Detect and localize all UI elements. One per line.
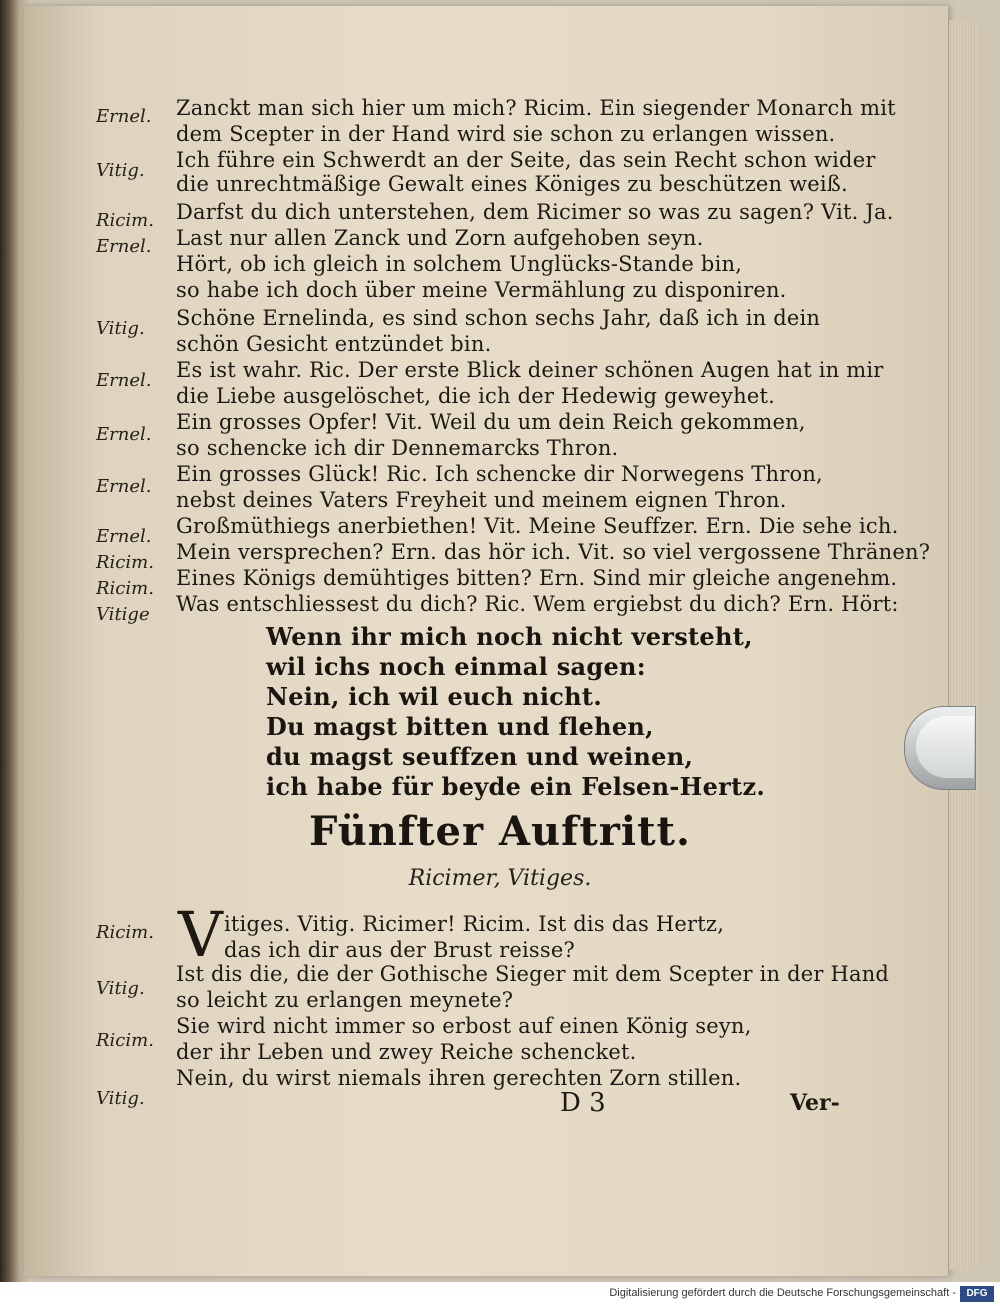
speaker-label: Vitig. [96, 978, 145, 999]
dialogue-line: der ihr Leben und zwey Reiche schencket. [176, 1040, 637, 1064]
speaker-label: Ernel. [96, 476, 152, 497]
dialogue-line: schön Gesicht entzündet bin. [176, 332, 492, 356]
song-line: ich habe für beyde ein Felsen-Hertz. [266, 772, 766, 801]
dialogue-line: Nein, du wirst niemals ihren gerechten Zorn stillen. [176, 1066, 742, 1090]
dialogue-line: Last nur allen Zanck und Zorn aufgehoben seyn. [176, 226, 704, 250]
dialogue-line: Ist dis die, die der Gothische Sieger mit dem Scepter in der Hand [176, 962, 890, 986]
footer-bar [0, 1282, 1000, 1306]
speaker-label: Ricim. [96, 578, 154, 599]
dialogue-line: itiges. Vitig. Ricimer! Ricim. Ist dis das Hertz, [224, 912, 725, 936]
dialogue-line: Ein grosses Glück! Ric. Ich schencke dir Norwegens Thron, [176, 462, 823, 486]
dialogue-line: Sie wird nicht immer so erbost auf einen König seyn, [176, 1014, 752, 1038]
funding-notice: Digitalisierung gefördert durch die Deutsche Forschungsgemeinschaft - [609, 1287, 956, 1299]
dfg-logo: DFG [960, 1286, 994, 1302]
song-line: du magst seuffzen und weinen, [266, 742, 694, 771]
dialogue-line: die Liebe ausgelöschet, die ich der Hedewig geweyhet. [176, 384, 775, 408]
speaker-label: Ernel. [96, 106, 152, 127]
catchword: Ver- [790, 1090, 840, 1116]
song-line: wil ichs noch einmal sagen: [266, 652, 646, 681]
speaker-label: Vitige [96, 604, 150, 625]
dialogue-line: Eines Königs demühtiges bitten? Ern. Sind mir gleiche angenehm. [176, 566, 898, 590]
dialogue-line: so habe ich doch über meine Vermählung zu disponiren. [176, 278, 787, 302]
dialogue-line: Großmüthiegs anerbiethen! Vit. Meine Seuffzer. Ern. Die sehe ich. [176, 514, 899, 538]
dialogue-line: Was entschliessest du dich? Ric. Wem ergiebst du dich? Ern. Hört: [176, 592, 899, 616]
signature-mark: D 3 [560, 1088, 606, 1118]
dialogue-line: so leicht zu erlangen meynete? [176, 988, 514, 1012]
song-line: Nein, ich wil euch nicht. [266, 682, 602, 711]
dialogue-line: Zanckt man sich hier um mich? Ricim. Ein siegender Monarch mit [176, 96, 896, 120]
speaker-label: Ernel. [96, 526, 152, 547]
dialogue-line: so schencke ich dir Dennemarcks Thron. [176, 436, 619, 460]
dialogue-line: Hört, ob ich gleich in solchem Unglücks-Stande bin, [176, 252, 743, 276]
page-clip-highlight [916, 716, 974, 778]
speaker-label: Ricim. [96, 210, 154, 231]
dialogue-line: die unrechtmäßige Gewalt eines Königes zu beschützen weiß. [176, 172, 848, 196]
speaker-label: Ricim. [96, 922, 154, 943]
speaker-label: Ernel. [96, 236, 152, 257]
speaker-label: Vitig. [96, 1088, 145, 1109]
dialogue-line: Mein versprechen? Ern. das hör ich. Vit. so viel vergossene Thränen? [176, 540, 931, 564]
dialogue-line: das ich dir aus der Brust reisse? [224, 938, 575, 962]
drop-cap: V [178, 898, 223, 971]
dialogue-line: Darfst du dich unterstehen, dem Ricimer so was zu sagen? Vit. Ja. [176, 200, 894, 224]
speaker-label: Vitig. [96, 318, 145, 339]
scene-characters: Ricimer, Vitiges. [408, 866, 592, 891]
dialogue-line: nebst deines Vaters Freyheit und meinem eignen Thron. [176, 488, 787, 512]
page-stack-edge [948, 20, 977, 1270]
speaker-label: Ernel. [96, 424, 152, 445]
speaker-label: Ernel. [96, 370, 152, 391]
dialogue-line: dem Scepter in der Hand wird sie schon zu erlangen wissen. [176, 122, 836, 146]
scene-heading: Fünfter Auftritt. [309, 808, 691, 855]
dialogue-line: Ich führe ein Schwerdt an der Seite, das sein Recht schon wider [176, 148, 876, 172]
dialogue-line: Es ist wahr. Ric. Der erste Blick deiner schönen Augen hat in mir [176, 358, 884, 382]
dialogue-line: Schöne Ernelinda, es sind schon sechs Jahr, daß ich in dein [176, 306, 821, 330]
song-line: Du magst bitten und flehen, [266, 712, 654, 741]
speaker-label: Ricim. [96, 1030, 154, 1051]
song-line: Wenn ihr mich noch nicht versteht, [266, 622, 753, 651]
dialogue-line: Ein grosses Opfer! Vit. Weil du um dein Reich gekommen, [176, 410, 806, 434]
speaker-label: Vitig. [96, 160, 145, 181]
speaker-label: Ricim. [96, 552, 154, 573]
